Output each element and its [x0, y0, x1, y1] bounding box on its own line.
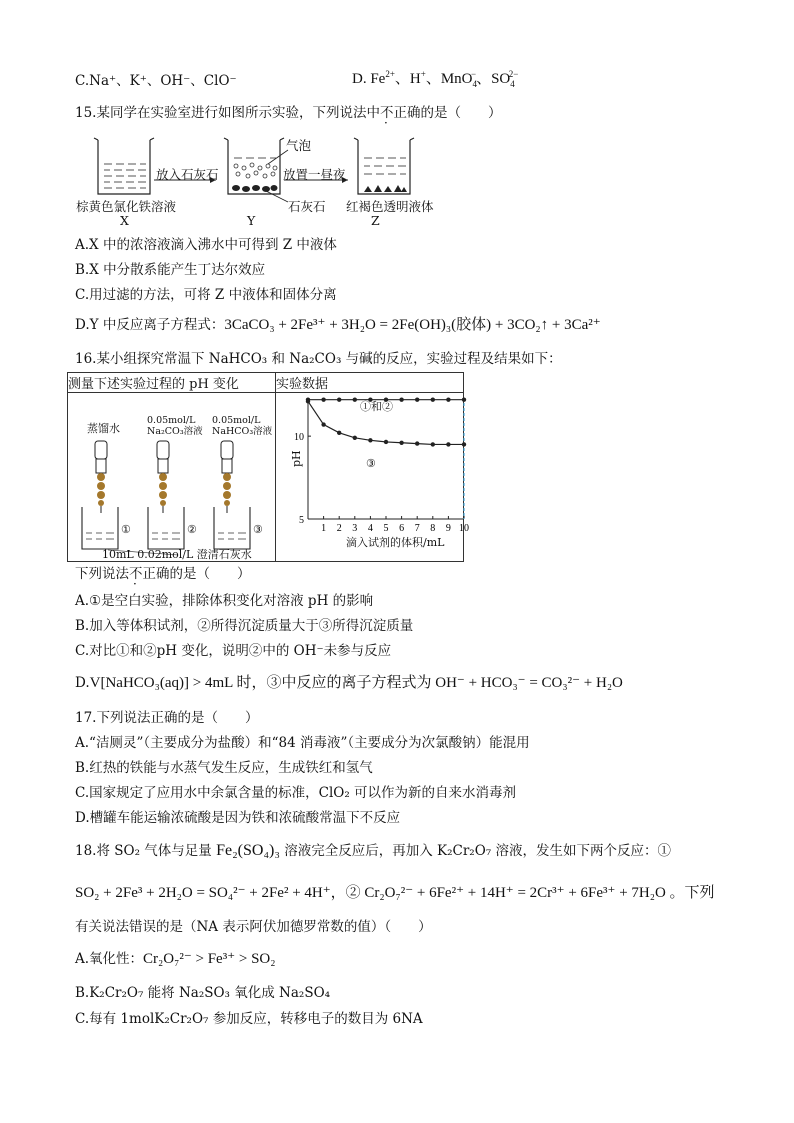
- dropper-2: [157, 441, 169, 473]
- y-tick-label: 5: [299, 515, 304, 526]
- series-2-point: [399, 441, 403, 445]
- q16-table: [67, 372, 469, 562]
- x-tick-label: 9: [445, 523, 451, 534]
- dropper-1-label: 蒸馏水: [87, 422, 120, 435]
- series-1-point: [415, 397, 419, 401]
- x-tick-label: 8: [430, 523, 436, 534]
- q18-option-c: C.每有 1molK₂Cr₂O₇ 参加反应，转移电子的数目为 6NA: [75, 1011, 423, 1027]
- x-tick-label: 5: [383, 523, 389, 534]
- x-tick-label: 4: [367, 523, 373, 534]
- series-2-point: [431, 442, 435, 446]
- q18-option-b: B.K₂Cr₂O₇ 能将 Na₂SO₃ 氧化成 Na₂SO₄: [75, 985, 331, 1001]
- series-1-point: [446, 397, 450, 401]
- q15-option-a: A.X 中的浓溶液滴入沸水中可得到 Z 中液体: [75, 237, 337, 253]
- series-1-point: [462, 397, 466, 401]
- letter-x: X: [120, 213, 129, 228]
- beaker-caption: 10mL 0.02mol/L 澄清石灰水: [102, 548, 252, 561]
- x-tick-label: 10: [459, 523, 469, 534]
- circle-2: ②: [187, 523, 197, 536]
- chart-label-series-2: ③: [366, 457, 376, 470]
- dropper-2-label: 0.05mol/L Na₂CO₃溶液: [147, 415, 203, 437]
- q16-option-b: B.加入等体积试剂，②所得沉淀质量大于③所得沉淀质量: [75, 618, 414, 634]
- x-tick-label: 6: [399, 523, 405, 534]
- label-z: 红褐色透明液体: [346, 199, 434, 214]
- q18-line3: 有关说法错误的是（NA 表示阿伏加德罗常数的值）（ ）: [75, 919, 432, 935]
- series-1-point: [431, 397, 435, 401]
- label-arrow1: 放入石灰石: [156, 167, 219, 182]
- y-tick-label: 10: [294, 432, 304, 444]
- q14-option-d: D. $Fe^{2+}$、H+、MnO$_4$−、$SO_4^{2-}$: [352, 69, 519, 89]
- series-1-point: [337, 397, 341, 401]
- q15-option-b: B.X 中分散系能产生丁达尔效应: [75, 262, 266, 278]
- dropper-1: [95, 441, 107, 473]
- series-2-point: [321, 422, 325, 426]
- x-tick-label: 7: [414, 523, 420, 534]
- chart-cell: [276, 393, 469, 562]
- series-1-point: [321, 397, 325, 401]
- series-1-point: [353, 397, 357, 401]
- series-2-point: [384, 440, 388, 444]
- label-bubble: 气泡: [286, 138, 312, 153]
- x-tick-label: 3: [352, 523, 358, 534]
- series-1-point: [399, 397, 403, 401]
- q16-option-a: A.①是空白实验，排除体积变化对溶液 pH 的影响: [75, 593, 374, 609]
- q18-equations: SO₂ + 2Fe³ + 2H₂O = SO₄²⁻ + 2Fe² + 4H⁺，② Cr₂O₇²⁻ + 6Fe²⁺ + 14H⁺ = 2Cr³⁺ + 6Fe³⁺ + 7H₂O 。下列: [75, 885, 715, 901]
- q18-option-a: A.氧化性：Cr₂O₇²⁻ > Fe³⁺ > SO₂: [75, 951, 276, 967]
- q17-option-b: B.红热的铁能与水蒸气发生反应，生成铁红和氢气: [75, 760, 373, 776]
- q15-option-d: D.Y 中反应离子方程式：3CaCO₃ + 2Fe³⁺ + 3H₂O = 2Fe(OH)₃(胶体) + 3CO₂↑ + 3Ca²⁺: [75, 317, 601, 333]
- letter-y: Y: [247, 213, 256, 228]
- circle-3: ③: [253, 523, 263, 536]
- q16-sub-stem: 下列说法不正确的是（ ）: [75, 566, 251, 582]
- beaker-x: [94, 138, 154, 194]
- series-2-point: [337, 431, 341, 435]
- dropper-3: [221, 441, 233, 473]
- series-2-point: [306, 399, 310, 403]
- label-limestone: 石灰石: [288, 199, 326, 214]
- series-2-point: [462, 442, 466, 446]
- q18-stem: 18.将 SO₂ 气体与足量 Fe₂(SO₄)₃ 溶液完全反应后，再加入 K₂Cr₂O₇ 溶液，发生如下两个反应：①: [75, 842, 671, 859]
- q14-option-c: C.Na⁺、K⁺、OH⁻、ClO⁻: [75, 73, 237, 89]
- q16-option-c: C.对比①和②pH 变化，说明②中的 OH⁻未参与反应: [75, 643, 392, 659]
- dropper-3-label: 0.05mol/L NaHCO₃溶液: [212, 415, 273, 437]
- table-header-data: 实验数据: [276, 373, 464, 393]
- q15-stem: 15.某同学在实验室进行如图所示实验，下列说法中不正确的是（ ）: [75, 105, 502, 121]
- q16-stem: 16.某小组探究常温下 NaHCO₃ 和 Na₂CO₃ 与碱的反应，实验过程及结果如下：: [75, 351, 562, 367]
- series-2-point: [415, 441, 419, 445]
- label-x: 棕黄色氯化铁溶液: [76, 199, 177, 214]
- series-2-point: [368, 438, 372, 442]
- x-tick-label: 1: [321, 523, 327, 534]
- q16-option-d: D.V[NaHCO₃(aq)] > 4mL 时，③中反应的离子方程式为 OH⁻ + HCO₃⁻ = CO₃²⁻ + H₂O: [75, 675, 623, 691]
- q17-option-d: D.槽罐车能运输浓硫酸是因为铁和浓硫酸常温下不反应: [75, 810, 401, 826]
- chart-label-series-1: ①和②: [360, 400, 393, 413]
- letter-z: Z: [371, 213, 380, 228]
- q17-option-c: C.国家规定了应用水中余氯含量的标准，ClO₂ 可以作为新的自来水消毒剂: [75, 785, 517, 801]
- circle-1: ①: [121, 523, 131, 536]
- table-header-process: 测量下述实验过程的 pH 变化: [68, 373, 276, 393]
- apparatus-cell: [68, 393, 276, 562]
- label-arrow2: 放置一昼夜: [283, 167, 346, 182]
- q17-stem: 17.下列说法正确的是（ ）: [75, 710, 259, 726]
- x-tick-label: 2: [336, 523, 342, 534]
- series-2-point: [446, 442, 450, 446]
- q17-option-a: A.“洁厕灵”（主要成分为盐酸）和“84 消毒液”（主要成分为次氯酸钠）能混用: [75, 735, 530, 751]
- series-2-point: [353, 436, 357, 440]
- chart-ylabel: pH: [290, 450, 303, 467]
- chart-xlabel: 滴入试剂的体积/mL: [346, 536, 445, 549]
- q15-option-c: C.用过滤的方法，可将 Z 中液体和固体分离: [75, 287, 337, 303]
